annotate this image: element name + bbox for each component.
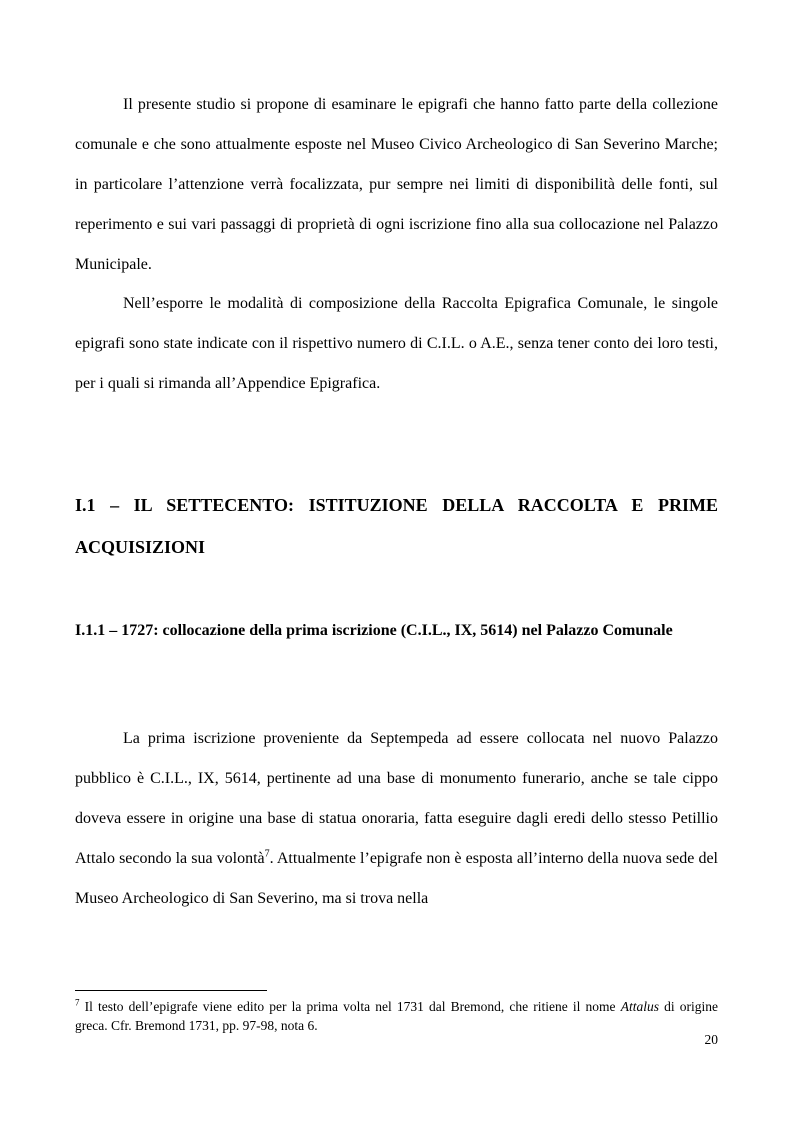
footnote-italic-name: Attalus (620, 999, 659, 1014)
document-page (75, 0, 718, 1123)
section-heading: I.1 – IL SETTECENTO: ISTITUZIONE DELLA RACCOLTA E PRIME ACQUISIZIONI (75, 495, 718, 557)
intro-paragraph: Il presente studio si propone di esaminare le epigrafi che hanno fatto parte della collezione comunale e che sono attualmente esposte nel Museo Civico Archeologico di San Severino Marche; in particolare l’attenzione verrà focalizzata, pur sempre nei limiti di disponibilità delle fonti, sul reperimento e sui vari passaggi di proprietà di ogni iscrizione fino alla sua collocazione nel Palazzo Municipale. (75, 96, 718, 273)
footnote-marker: 7 (75, 997, 80, 1008)
page-number: 20 (704, 1032, 718, 1047)
footnote (75, 997, 718, 1035)
subsection-heading: I.1.1 – 1727: collocazione della prima iscrizione (C.I.L., IX, 5614) nel Palazzo Comunale (75, 622, 673, 639)
paragraph-text-start: La prima iscrizione proveniente da Septempeda ad essere collocata nel nuovo Palazzo pubblico è C.I.L., IX, 5614, pertinente ad una base di monumento funerario, anche se tale cippo doveva essere in origine una base di statua onoraria, fatta eseguire dagli eredi dello stesso Petillio Attalo secondo la sua volontà (75, 730, 718, 867)
first-inscription-paragraph (75, 719, 718, 919)
paragraph-text-end: . Attualmente l’epigrafe non è esposta all’interno della nuova sede del Museo Archeologico di San Severino, ma si trova nella (75, 850, 718, 907)
footnote-text-start: Il testo dell’epigrafe viene edito per la prima volta nel 1731 dal Bremond, che ritiene il nome (79, 999, 621, 1014)
method-paragraph: Nell’esporre le modalità di composizione della Raccolta Epigrafica Comunale, le singole epigrafi sono state indicate con il rispettivo numero di C.I.L. o A.E., senza tener conto dei loro testi, per i quali si rimanda all’Appendice Epigrafica. (75, 295, 718, 392)
footnote-text-end: di origine greca. Cfr. Bremond 1731, pp. 97-98, nota 6. (75, 999, 718, 1033)
footnote-separator (75, 990, 267, 991)
footnote-reference[interactable]: 7 (264, 848, 270, 860)
